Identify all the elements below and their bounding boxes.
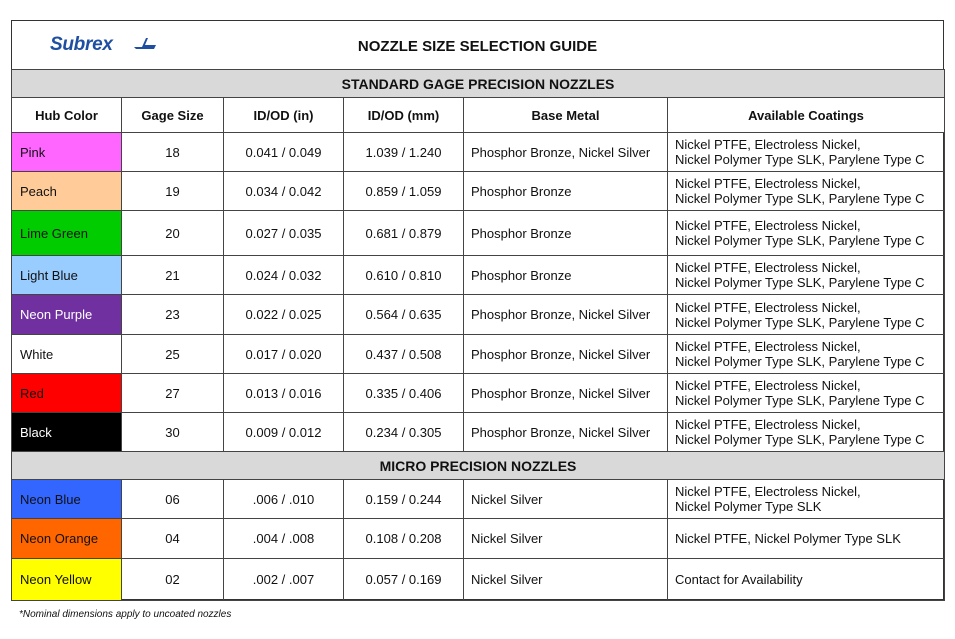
base-metal-cell: Phosphor Bronze, Nickel Silver [464, 335, 668, 374]
id-od-mm-cell: 0.437 / 0.508 [344, 335, 464, 374]
hub-color-swatch: Pink [12, 133, 122, 172]
base-metal-cell: Phosphor Bronze, Nickel Silver [464, 374, 668, 413]
table-row [12, 413, 945, 452]
coatings-cell [668, 295, 945, 335]
column-header: Available Coatings [668, 98, 945, 133]
id-od-in-cell: .002 / .007 [224, 559, 344, 601]
id-od-in-cell: .006 / .010 [224, 480, 344, 519]
column-header: Gage Size [122, 98, 224, 133]
column-header: Hub Color [12, 98, 122, 133]
coatings-cell [668, 559, 945, 601]
hub-color-swatch: White [12, 335, 122, 374]
hub-color-swatch: Peach [12, 172, 122, 211]
gage-size-cell: 18 [122, 133, 224, 172]
id-od-mm-cell: 0.159 / 0.244 [344, 480, 464, 519]
section-title: STANDARD GAGE PRECISION NOZZLES [12, 70, 945, 98]
coatings-line: Nickel PTFE, Electroless Nickel, [675, 339, 861, 354]
id-od-in-cell: .004 / .008 [224, 519, 344, 559]
table-row [12, 374, 945, 413]
coatings-cell [668, 211, 945, 256]
table-row [12, 256, 945, 295]
hub-color-swatch: Neon Blue [12, 480, 122, 519]
gage-size-cell: 06 [122, 480, 224, 519]
coatings-cell [668, 335, 945, 374]
coatings-line: Nickel Polymer Type SLK, Parylene Type C [675, 233, 925, 248]
table-row [12, 295, 945, 335]
base-metal-cell: Phosphor Bronze, Nickel Silver [464, 413, 668, 452]
table-row [12, 559, 945, 601]
id-od-mm-cell: 0.234 / 0.305 [344, 413, 464, 452]
id-od-in-cell: 0.022 / 0.025 [224, 295, 344, 335]
coatings-line: Nickel PTFE, Electroless Nickel, [675, 260, 861, 275]
column-header: ID/OD (mm) [344, 98, 464, 133]
id-od-mm-cell: 0.859 / 1.059 [344, 172, 464, 211]
gage-size-cell: 23 [122, 295, 224, 335]
base-metal-cell: Phosphor Bronze, Nickel Silver [464, 133, 668, 172]
coatings-cell [668, 519, 945, 559]
id-od-mm-cell: 0.681 / 0.879 [344, 211, 464, 256]
coatings-line: Nickel PTFE, Electroless Nickel, [675, 137, 861, 152]
id-od-mm-cell: 0.057 / 0.169 [344, 559, 464, 601]
coatings-line: Nickel PTFE, Nickel Polymer Type SLK [675, 531, 901, 546]
table-row [12, 133, 945, 172]
column-header-row [12, 98, 945, 133]
id-od-in-cell: 0.017 / 0.020 [224, 335, 344, 374]
coatings-line: Nickel PTFE, Electroless Nickel, [675, 378, 861, 393]
hub-color-swatch: Neon Yellow [12, 559, 122, 601]
hub-color-swatch: Black [12, 413, 122, 452]
hub-color-swatch: Neon Orange [12, 519, 122, 559]
id-od-in-cell: 0.041 / 0.049 [224, 133, 344, 172]
column-header: Base Metal [464, 98, 668, 133]
coatings-line: Nickel Polymer Type SLK, Parylene Type C [675, 354, 925, 369]
id-od-in-cell: 0.024 / 0.032 [224, 256, 344, 295]
gage-size-cell: 27 [122, 374, 224, 413]
id-od-in-cell: 0.034 / 0.042 [224, 172, 344, 211]
id-od-mm-cell: 0.108 / 0.208 [344, 519, 464, 559]
coatings-line: Nickel PTFE, Electroless Nickel, [675, 299, 861, 315]
id-od-in-cell: 0.013 / 0.016 [224, 374, 344, 413]
section-header-row [12, 452, 945, 480]
coatings-cell [668, 413, 945, 452]
id-od-in-cell: 0.009 / 0.012 [224, 413, 344, 452]
coatings-line: Nickel Polymer Type SLK, Parylene Type C [675, 432, 925, 447]
coatings-line: Contact for Availability [675, 572, 803, 587]
base-metal-cell: Nickel Silver [464, 519, 668, 559]
table-row [12, 211, 945, 256]
section-header-row [12, 70, 945, 98]
hub-color-swatch: Red [12, 374, 122, 413]
id-od-mm-cell: 0.564 / 0.635 [344, 295, 464, 335]
page-title: NOZZLE SIZE SELECTION GUIDE [357, 38, 598, 55]
footnote: *Nominal dimensions apply to uncoated nozzles [19, 609, 232, 620]
coatings-cell [668, 133, 945, 172]
table-row [12, 519, 945, 559]
section-title: MICRO PRECISION NOZZLES [12, 452, 945, 480]
coatings-cell [668, 172, 945, 211]
base-metal-cell: Nickel Silver [464, 480, 668, 519]
base-metal-cell: Phosphor Bronze [464, 172, 668, 211]
coatings-line: Nickel Polymer Type SLK, Parylene Type C [675, 314, 925, 330]
table-row [12, 335, 945, 374]
coatings-cell [668, 480, 945, 519]
hub-color-swatch: Light Blue [12, 256, 122, 295]
base-metal-cell: Phosphor Bronze [464, 256, 668, 295]
gage-size-cell: 30 [122, 413, 224, 452]
coatings-cell [668, 256, 945, 295]
coatings-line: Nickel PTFE, Electroless Nickel, [675, 176, 861, 191]
hub-color-swatch: Lime Green [12, 211, 122, 256]
logo-text: Subrex [50, 34, 113, 55]
column-header: ID/OD (in) [224, 98, 344, 133]
id-od-mm-cell: 1.039 / 1.240 [344, 133, 464, 172]
table-row [12, 172, 945, 211]
coatings-line: Nickel Polymer Type SLK, Parylene Type C [675, 275, 925, 290]
coatings-line: Nickel Polymer Type SLK [675, 499, 822, 514]
base-metal-cell: Phosphor Bronze [464, 211, 668, 256]
id-od-in-cell: 0.027 / 0.035 [224, 211, 344, 256]
coatings-line: Nickel Polymer Type SLK, Parylene Type C [675, 393, 925, 408]
base-metal-cell: Nickel Silver [464, 559, 668, 601]
gage-size-cell: 02 [122, 559, 224, 601]
base-metal-cell: Phosphor Bronze, Nickel Silver [464, 295, 668, 335]
gage-size-cell: 04 [122, 519, 224, 559]
id-od-mm-cell: 0.610 / 0.810 [344, 256, 464, 295]
coatings-line: Nickel PTFE, Electroless Nickel, [675, 218, 861, 233]
nozzle-table [11, 69, 945, 601]
coatings-line: Nickel Polymer Type SLK, Parylene Type C [675, 191, 925, 206]
coatings-line: Nickel PTFE, Electroless Nickel, [675, 417, 861, 432]
gage-size-cell: 19 [122, 172, 224, 211]
gage-size-cell: 25 [122, 335, 224, 374]
coatings-cell [668, 374, 945, 413]
coatings-line: Nickel PTFE, Electroless Nickel, [675, 484, 861, 499]
id-od-mm-cell: 0.335 / 0.406 [344, 374, 464, 413]
hub-color-swatch: Neon Purple [12, 295, 122, 335]
coatings-line: Nickel Polymer Type SLK, Parylene Type C [675, 152, 925, 167]
table-row [12, 480, 945, 519]
gage-size-cell: 21 [122, 256, 224, 295]
gage-size-cell: 20 [122, 211, 224, 256]
